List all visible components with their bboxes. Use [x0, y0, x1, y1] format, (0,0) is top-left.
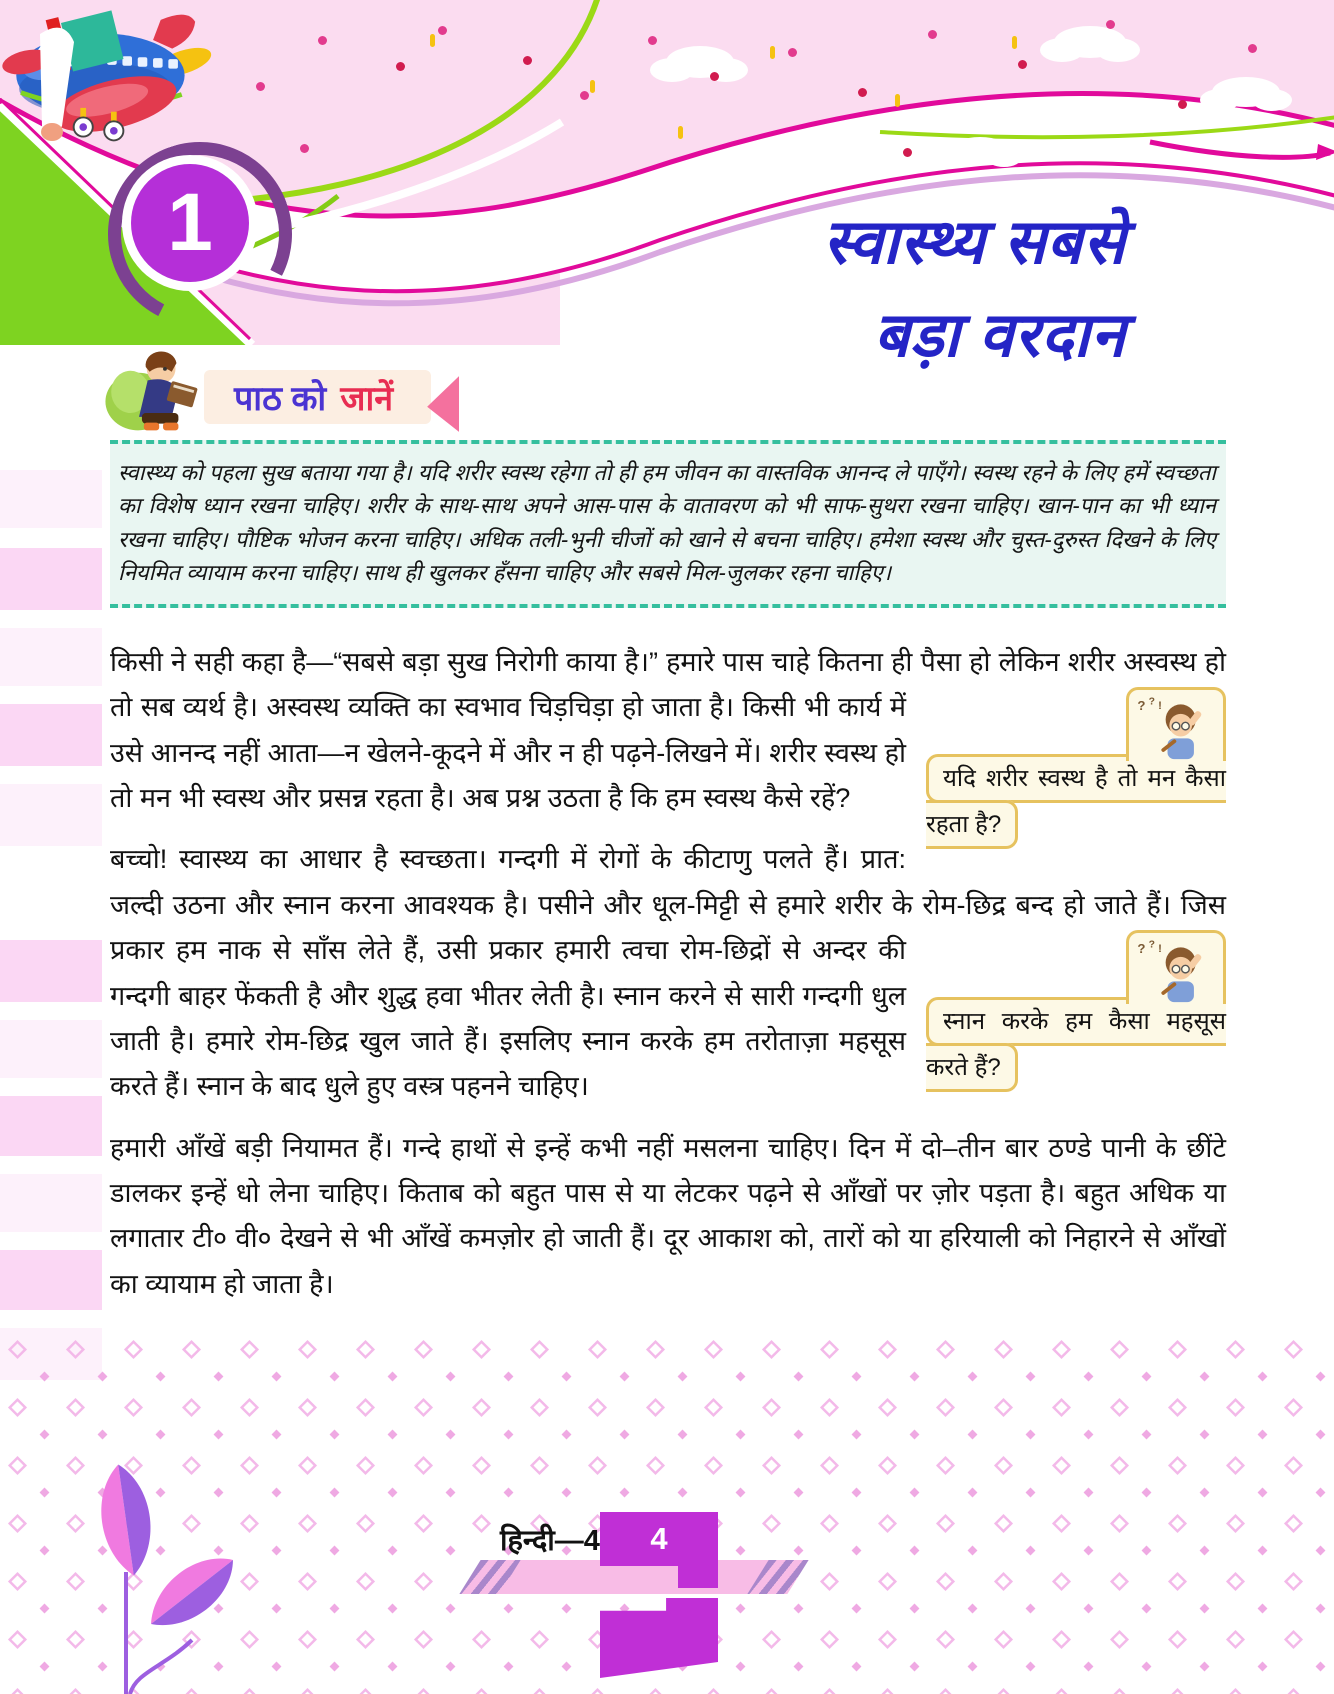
stripe: [0, 1174, 102, 1232]
svg-text:?: ?: [1148, 939, 1155, 951]
svg-text:!: !: [1158, 943, 1162, 956]
paragraph-1-part1: किसी ने सही कहा है—“सबसे बड़ा सुख निरोगी काया है।” हमारे पास चाहे कितना ही पैसा हो लेकिन शरीर अस्वस्थ हो तो सब व्यर्थ है। अस्वस्थ व्यक्ति का स्वभाव चिड़चिड़ा हो जाता: [110, 647, 1226, 723]
stripe: [0, 548, 102, 610]
question-box-1-text: यदि शरीर स्वस्थ है तो मन कैसा रहता है?: [926, 754, 1226, 848]
paragraph-2-part1: बच्चो! स्वास्थ्य का आधार है स्वच्छता। गन्दगी में रोगों के कीटाणु पलते हैं। प्रात: जल्दी उठना और स्नान करना आवश्यक है। पसीने और धूल-मिट्टी से हमारे शरीर के रोम-छिद्र बन्द हो जाते हैं। जिस प्रकार हम नाक से साँस लेते हैं, उसी प्रकार हमारी त्वचा रोम-छिद्रों से अन्दर की: [110, 844, 1226, 966]
chapter-number: 1: [167, 177, 213, 268]
chapter-title: [823, 196, 1126, 382]
lesson-intro-box: [110, 440, 1226, 608]
footer-step-decoration: [678, 1512, 718, 1588]
paragraph-1: [110, 640, 1226, 838]
thinking-kid-icon: [1126, 930, 1226, 1004]
section-banner: [204, 370, 431, 424]
stripe: [0, 784, 102, 846]
lesson-intro-text: स्वास्थ्य को पहला सुख बताया गया है। यदि शरीर स्वस्थ रहेगा तो ही हम जीवन का वास्तविक आनन्द ले पाएँगे। स्वस्थ रहने के लिए हमें स्वच्छता का विशेष ध्यान रखना चाहिए। शरीर के साथ-साथ अपने आस-पास के वातावरण को भी साफ-सुथरा रखना चाहिए। खान-पान का भी ध्यान रखना चाहिए। पौष्टिक भोजन करना चाहिए। अधिक तली-भुनी चीजों को खाने से बचना चाहिए। हमेशा स्वस्थ और चुस्त-दुरुस्त दिखने के लिए नियमित व्यायाम करना चाहिए। साथ ही खुलकर हँसना चाहिए और सबसे मिल-जुलकर रहना चाहिए।: [118, 460, 1216, 586]
stripe: [0, 940, 102, 1002]
question-box-2: [926, 934, 1226, 1089]
ribbon-icon: [427, 376, 459, 432]
svg-text:?: ?: [1137, 941, 1146, 957]
stripe: [0, 1250, 102, 1310]
footer-step-decoration: [600, 1598, 718, 1678]
stripe: [0, 470, 102, 528]
stripe: [0, 704, 102, 766]
paragraph-2: [110, 837, 1226, 1109]
paragraph-1-part2: है। किसी भी कार्य में उसे आनन्द नहीं आता—न खेलने-कूदने में और न ही पढ़ने-लिखने में। शरीर स्वस्थ हो तो मन भी स्वस्थ और प्रसन्न रहता है। अब प्रश्न उठता है कि हम स्वस्थ कैसे रहें?: [110, 692, 906, 814]
svg-text:!: !: [1158, 700, 1162, 713]
paragraph-3: हमारी आँखें बड़ी नियामत हैं। गन्दे हाथों से इन्हें कभी नहीं मसलना चाहिए। दिन में दो–तीन बार ठण्डे पानी के छींटे डालकर इन्हें धो लेना चाहिए। किताब को बहुत पास से या लेटकर पढ़ने से आँखों पर ज़ोर पड़ता है। बहुत अधिक या लगातार टी० वी० देखने से भी आँखें कमज़ोर हो जाती हैं। दूर आकाश को, तारों को या हरियाली को निहारने से आँखों का व्यायाम हो जाता है।: [110, 1132, 1227, 1299]
paragraph-2-part2: गन्दगी बाहर फेंकती है और शुद्ध हवा भीतर लेती है। स्नान करने से सारी गन्दगी धुल जाती है। हमारे रोम-छिद्र खुल जाते हैं। इसलिए स्नान करके हम तरोताज़ा महसूस करते हैं। स्नान के बाद धुले हुए वस्त्र पहनने चाहिए।: [110, 980, 906, 1102]
stripe: [0, 628, 102, 686]
section-banner-label-part1: पाठ को: [234, 380, 327, 418]
book-title-label: हिन्दी—4: [500, 1525, 600, 1557]
svg-text:?: ?: [1137, 698, 1146, 714]
band-stripe-cap: [459, 1560, 520, 1594]
page-footer: [0, 1498, 1334, 1694]
page-header-decoration: [0, 0, 1334, 350]
page-number: 4: [650, 1521, 668, 1556]
svg-text:?: ?: [1148, 696, 1155, 708]
stripe: [0, 1020, 102, 1078]
chapter-title-line2: बड़ा वरदान: [873, 301, 1126, 370]
chapter-number-badge: [131, 164, 249, 282]
section-banner-row: [110, 340, 710, 436]
band-stripe-cap: [747, 1560, 808, 1594]
flower-dots-decoration: [318, 36, 327, 45]
thinking-kid-icon: [1126, 687, 1226, 761]
question-box-1: [926, 691, 1226, 846]
hand-holding-flag-icon: [0, 0, 150, 160]
section-banner-label-part2: जानें: [340, 380, 394, 418]
chapter-title-line1: स्वास्थ्य सबसे: [823, 208, 1126, 277]
lesson-body: [110, 640, 1226, 1323]
stripe: [0, 1096, 102, 1156]
question-box-2-text: स्नान करके हम कैसा महसूस करते हैं?: [926, 997, 1226, 1091]
